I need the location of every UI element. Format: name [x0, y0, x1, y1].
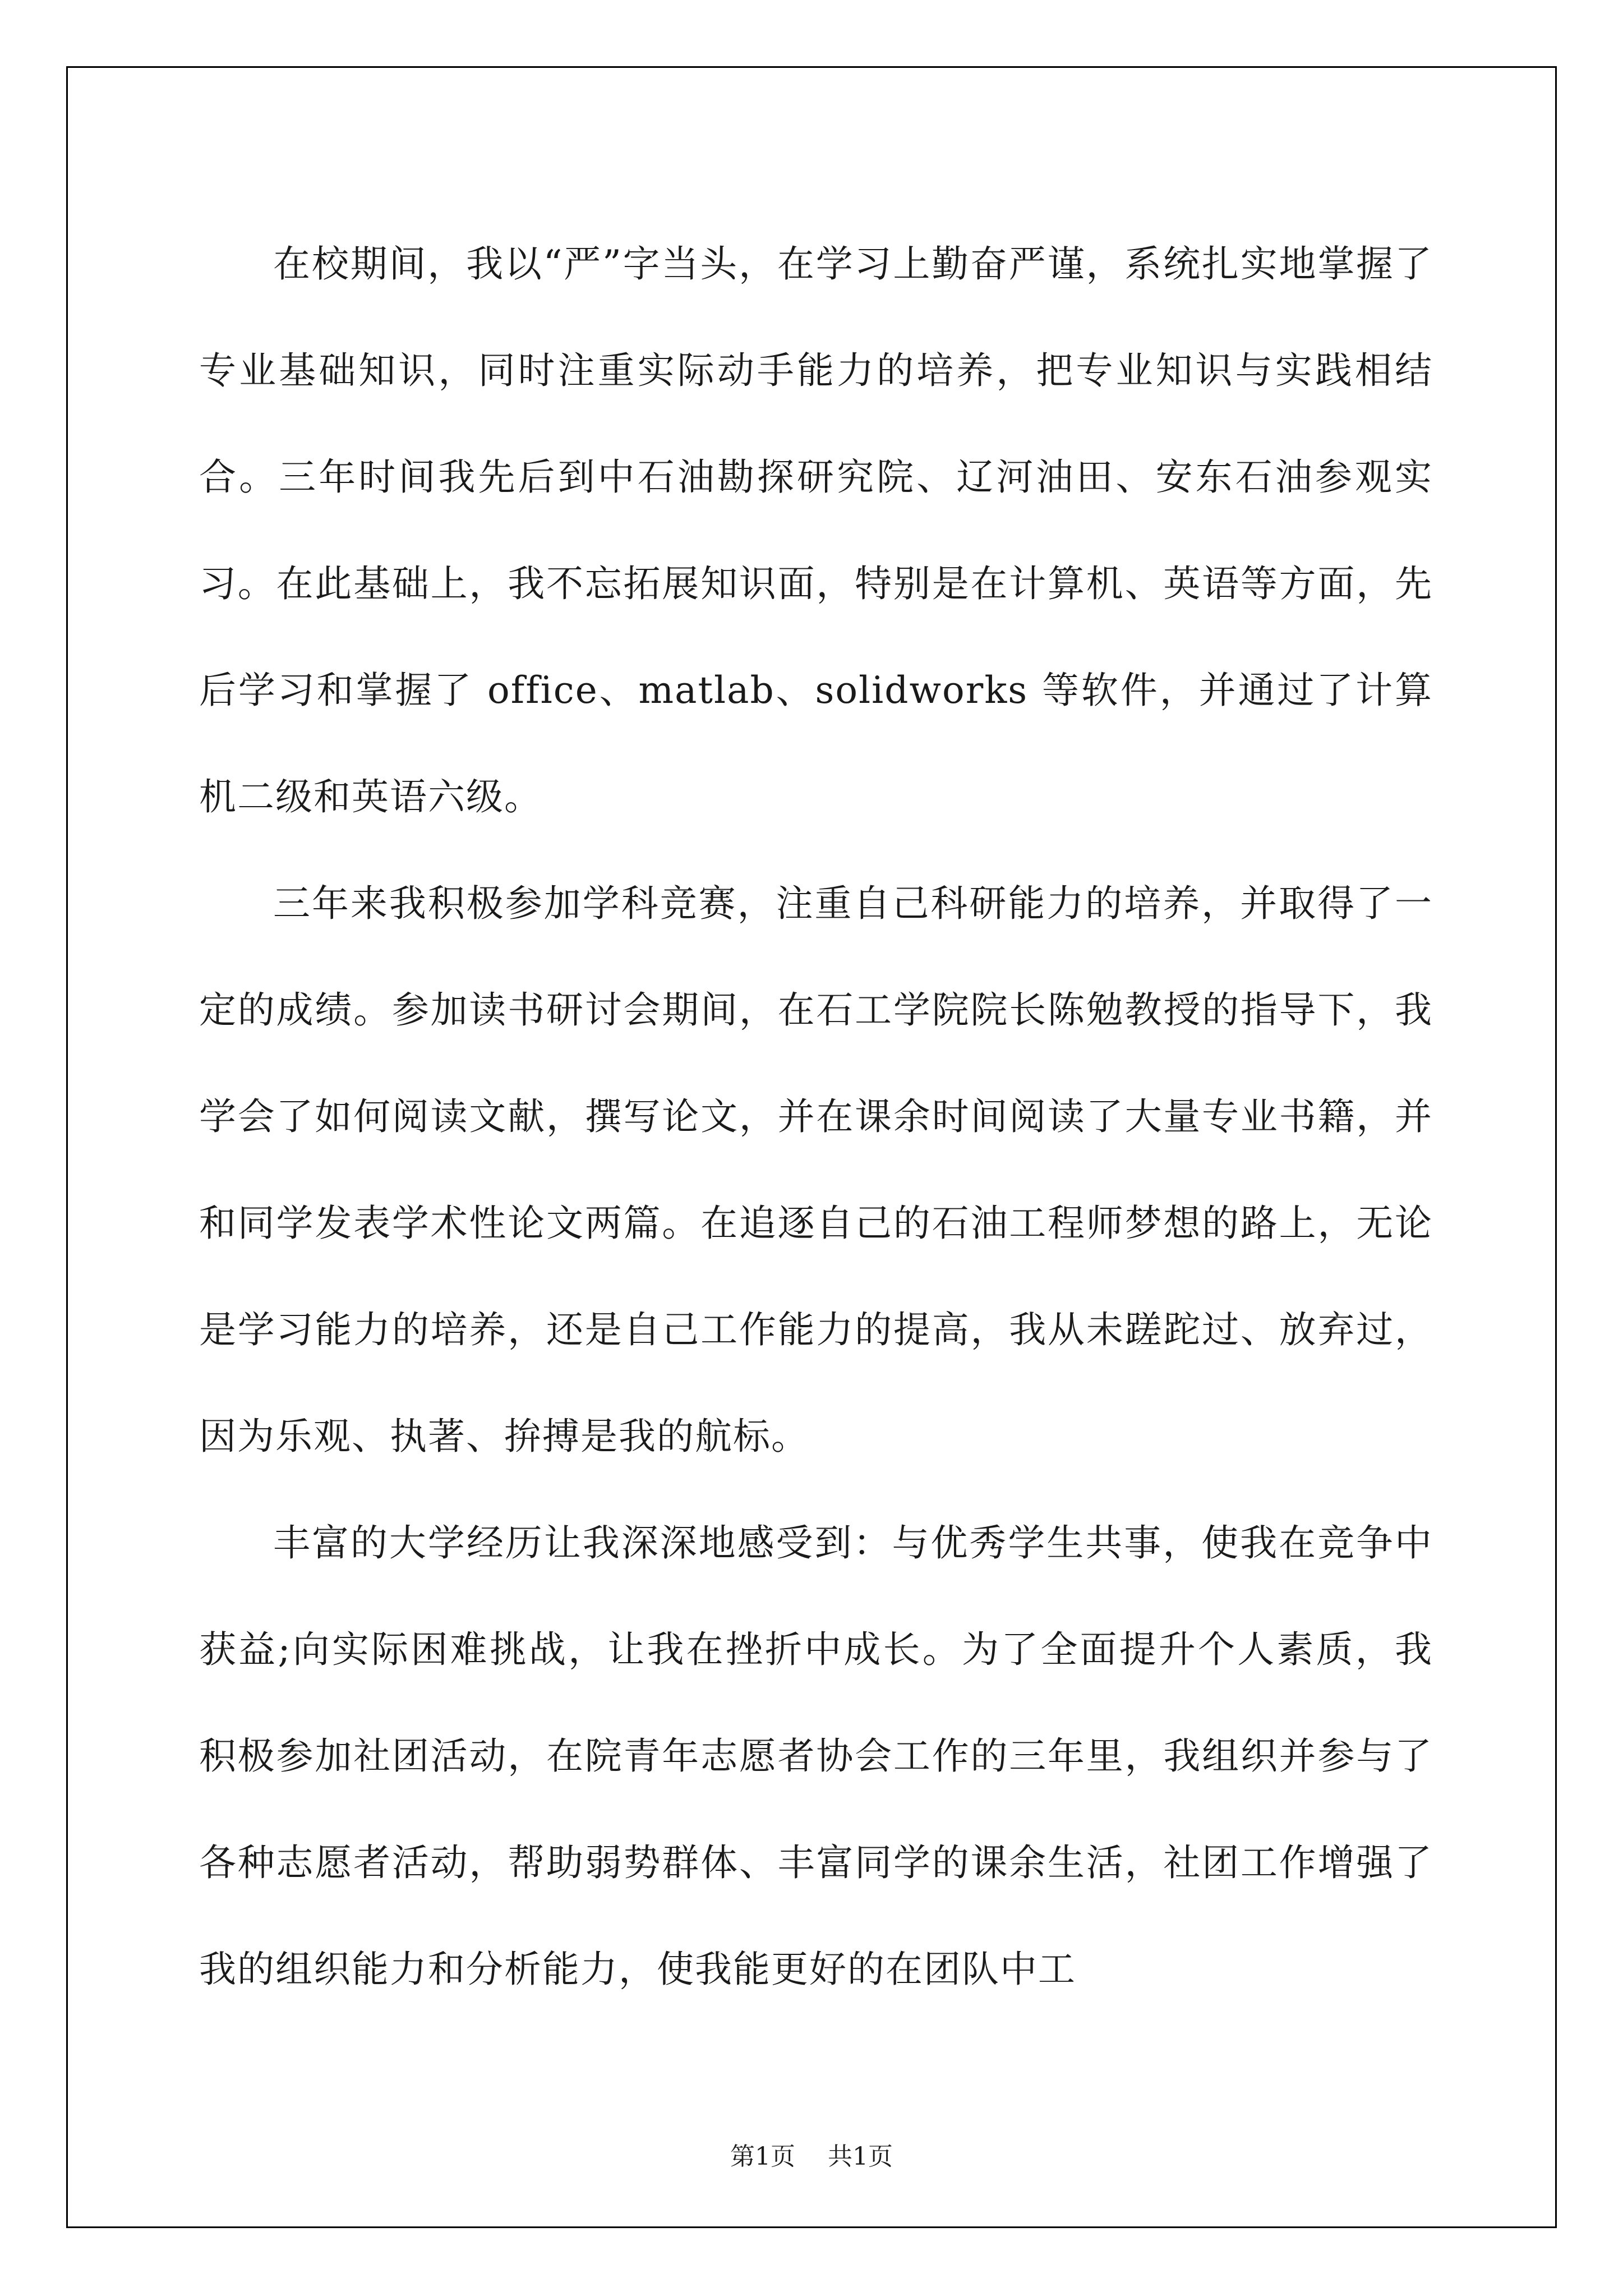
paragraph-3: 丰富的大学经历让我深深地感受到：与优秀学生共事，使我在竞争中获益;向实际困难挑战，让我在挫折中成长。为了全面提升个人素质，我积极参加社团活动，在院青年志愿者协会工作的三年里，我组织并参与了各种志愿者活动，帮助弱势群体、丰富同学的课余生活，社团工作增强了我的组织能力和分析能力，使我能更好的在团队中工	[199, 1521, 1433, 1991]
page-number: 第1页	[730, 2142, 795, 2171]
paragraph-2: 三年来我积极参加学科竞赛，注重自己科研能力的培养，并取得了一定的成绩。参加读书研讨会期间，在石工学院院长陈勉教授的指导下，我学会了如何阅读文献，撰写论文，并在课余时间阅读了大量专业书籍，并和同学发表学术性论文两篇。在追逐自己的石油工程师梦想的路上，无论是学习能力的培养，还是自己工作能力的提高，我从未蹉跎过、放弃过，因为乐观、执著、拚搏是我的航标。	[199, 882, 1433, 1458]
page-footer	[0, 2136, 1623, 2172]
paragraph-1: 在校期间，我以“严”字当头，在学习上勤奋严谨，系统扎实地掌握了专业基础知识，同时注重实际动手能力的培养，把专业知识与实践相结合。三年时间我先后到中石油勘探研究院、辽河油田、安东石油参观实习。在此基础上，我不忘拓展知识面，特别是在计算机、英语等方面，先后学习和掌握了 office、matlab、solidworks 等软件，并通过了计算机二级和英语六级。	[199, 242, 1433, 818]
page-total: 共1页	[828, 2142, 893, 2171]
document-body	[199, 211, 1433, 2023]
